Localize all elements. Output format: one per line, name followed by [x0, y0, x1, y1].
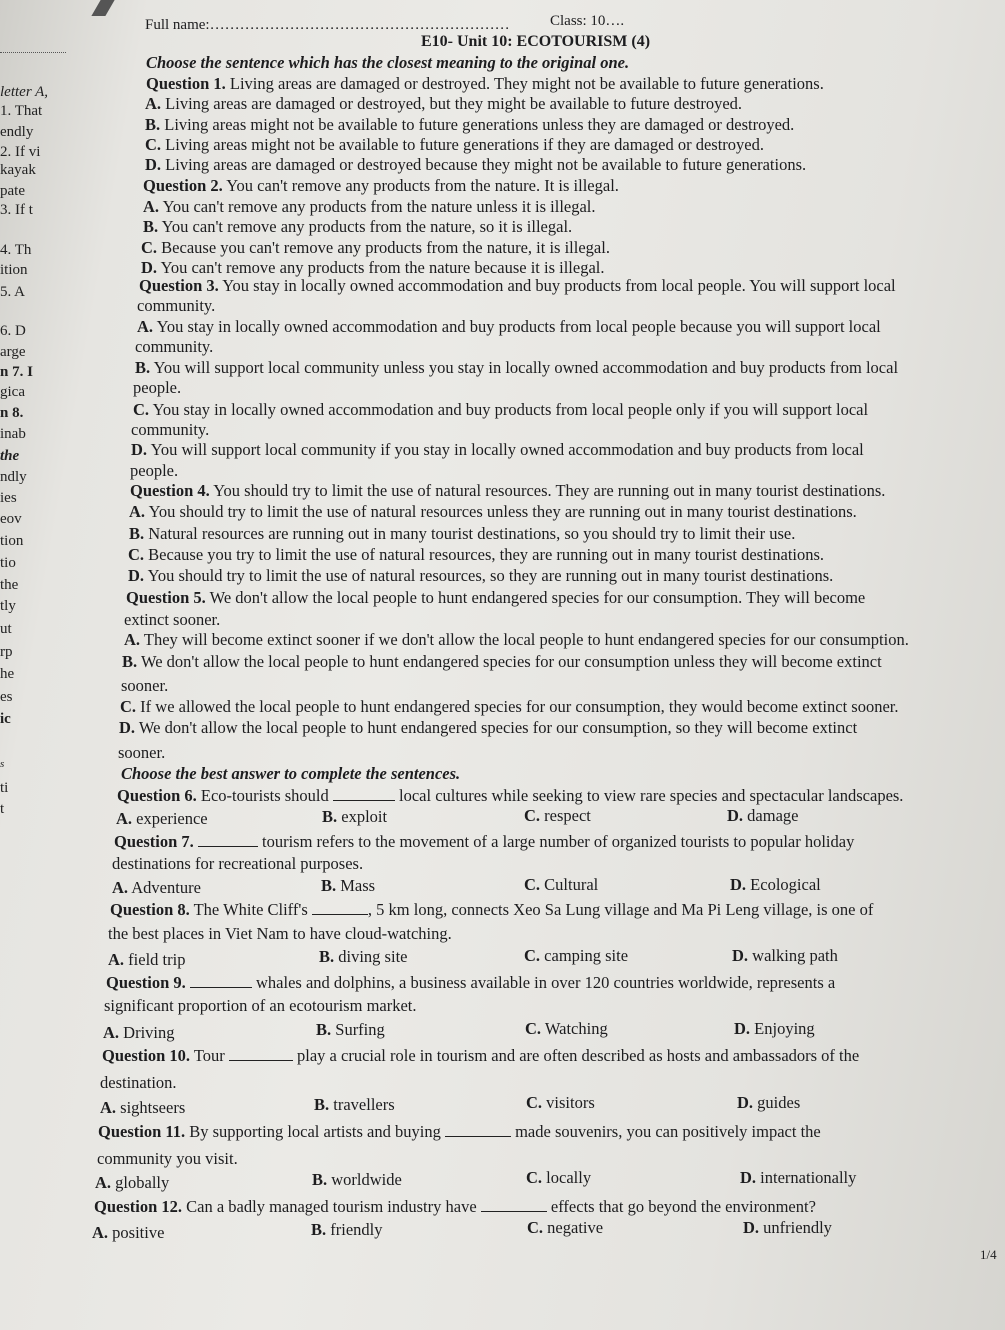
q7-option-b[interactable]: B. Mass	[321, 876, 376, 895]
q5-option-b[interactable]: B. We don't allow the local people to hunt endangered species for our consumption unless they will become extinct	[122, 652, 882, 671]
q12-option-a[interactable]: A. positive	[92, 1223, 165, 1242]
question-8: Question 8. The White Cliff's , 5 km long, connects Xeo Sa Lung village and Ma Pi Leng village, is one of	[110, 900, 874, 919]
q6-option-c[interactable]: C. respect	[524, 806, 591, 825]
q9-option-b[interactable]: B. Surfing	[316, 1020, 385, 1039]
question-8-cont: the best places in Viet Nam to have cloud-watching.	[108, 924, 452, 943]
answer-blank[interactable]	[445, 1122, 511, 1137]
margin-fragment: ti	[0, 780, 9, 796]
question-5: Question 5. We don't allow the local people to hunt endangered species for our consumption. They will become	[126, 588, 866, 607]
margin-fragment: endly	[0, 124, 34, 140]
section2-instruction: Choose the best answer to complete the sentences.	[121, 764, 461, 783]
q11-option-d[interactable]: D. internationally	[740, 1168, 857, 1187]
question-7-cont: destinations for recreational purposes.	[112, 854, 364, 873]
q5-option-d[interactable]: D. We don't allow the local people to hunt endangered species for our consumption, so they will become extinct	[119, 718, 858, 737]
margin-fragment: ndly	[0, 469, 27, 485]
question-2: Question 2. You can't remove any products from the nature. It is illegal.	[143, 176, 619, 195]
margin-fragment: ic	[0, 711, 11, 727]
margin-fragment: he	[0, 666, 15, 682]
q2-option-a[interactable]: A. You can't remove any products from the nature unless it is illegal.	[143, 197, 596, 216]
margin-fragment: letter A,	[0, 84, 49, 100]
left-margin-fragments	[0, 0, 50, 1330]
question-9-cont: significant proportion of an ecotourism market.	[104, 996, 417, 1015]
q8-option-d[interactable]: D. walking path	[732, 946, 838, 965]
question-10: Question 10. Tour play a crucial role in tourism and are often described as hosts and ambassadors of the	[102, 1046, 860, 1065]
q4-option-c[interactable]: C. Because you try to limit the use of natural resources, they are running out in many tourist destinations.	[128, 545, 825, 564]
q4-option-d[interactable]: D. You should try to limit the use of natural resources, so they are running out in many tourist destinations.	[128, 566, 834, 585]
worksheet-title: E10- Unit 10: ECOTOURISM (4)	[421, 33, 651, 50]
margin-fragment: 3. If t	[0, 202, 33, 218]
q2-option-d[interactable]: D. You can't remove any products from the nature because it is illegal.	[141, 258, 605, 277]
q8-option-b[interactable]: B. diving site	[319, 947, 408, 966]
q7-option-d[interactable]: D. Ecological	[730, 875, 821, 894]
q5-option-a[interactable]: A. They will become extinct sooner if we don't allow the local people to hunt endangered species for our consumption.	[124, 630, 909, 649]
pen-tip	[91, 0, 114, 16]
margin-fragment: the	[0, 577, 19, 593]
margin-fragment: ies	[0, 490, 17, 506]
q1-option-c[interactable]: C. Living areas might not be available to future generations if they are damaged or destroyed.	[145, 135, 764, 154]
q10-option-b[interactable]: B. travellers	[314, 1095, 395, 1114]
q5-option-c[interactable]: C. If we allowed the local people to hunt endangered species for our consumption, they would become extinct sooner.	[120, 697, 899, 716]
question-3: Question 3. You stay in locally owned accommodation and buy products from local people. You will support local	[139, 276, 896, 295]
q12-option-d[interactable]: D. unfriendly	[743, 1218, 832, 1237]
question-5-cont: extinct sooner.	[124, 610, 221, 629]
question-9: Question 9. whales and dolphins, a business available in over 120 countries worldwide, represents a	[106, 973, 836, 992]
q11-option-a[interactable]: A. globally	[95, 1173, 170, 1192]
margin-fragment: n 8.	[0, 405, 24, 421]
margin-fragment: tio	[0, 555, 16, 571]
q11-option-b[interactable]: B. worldwide	[312, 1170, 402, 1189]
q2-option-b[interactable]: B. You can't remove any products from the nature, so it is illegal.	[143, 217, 573, 236]
margin-fragment: 5. A	[0, 284, 26, 300]
q3-option-d[interactable]: D. You will support local community if you stay in locally owned accommodation and buy products from local	[131, 440, 864, 459]
class-label: Class: 10….	[550, 13, 625, 29]
q10-option-a[interactable]: A. sightseers	[100, 1098, 186, 1117]
q6-option-a[interactable]: A. experience	[116, 809, 208, 828]
q8-option-c[interactable]: C. camping site	[524, 946, 629, 965]
q6-option-b[interactable]: B. exploit	[322, 807, 388, 826]
q6-option-d[interactable]: D. damage	[727, 806, 799, 825]
question-12: Question 12. Can a badly managed tourism industry have effects that go beyond the environment?	[94, 1197, 816, 1216]
margin-fragment: 2. If vi	[0, 144, 41, 160]
margin-fragment: t	[0, 801, 5, 817]
question-4: Question 4. You should try to limit the use of natural resources. They are running out in many tourist destinations.	[130, 481, 886, 500]
question-7: Question 7. tourism refers to the movement of a large number of organized tourists to popular holiday	[114, 832, 855, 851]
answer-blank[interactable]	[333, 786, 395, 801]
q1-option-a[interactable]: A. Living areas are damaged or destroyed, but they might be available to future destroyed.	[145, 94, 743, 113]
q7-option-c[interactable]: C. Cultural	[524, 875, 599, 894]
margin-fragment: inab	[0, 426, 26, 442]
q1-option-b[interactable]: B. Living areas might not be available to future generations unless they are damaged or destroyed.	[145, 115, 795, 134]
q10-option-c[interactable]: C. visitors	[526, 1093, 595, 1112]
margin-fragment: tion	[0, 533, 24, 549]
margin-fragment: eov	[0, 511, 22, 527]
margin-fragment: 4. Th	[0, 242, 32, 258]
answer-blank[interactable]	[229, 1046, 293, 1061]
question-10-cont: destination.	[100, 1073, 177, 1092]
q9-option-a[interactable]: A. Driving	[103, 1023, 175, 1042]
q3-option-c[interactable]: C. You stay in locally owned accommodation and buy products from local people only if you will support local	[133, 400, 869, 419]
q1-option-d[interactable]: D. Living areas are damaged or destroyed because they might not be available to future generations.	[145, 155, 807, 174]
q9-option-c[interactable]: C. Watching	[525, 1019, 608, 1038]
question-6: Question 6. Eco-tourists should local cultures while seeking to view rare species and spectacular landscapes.	[117, 786, 904, 805]
q3-option-b-cont: people.	[133, 378, 182, 397]
page-number: 1/4	[980, 1247, 997, 1262]
question-1: Question 1. Living areas are damaged or destroyed. They might not be available to future generations.	[146, 74, 824, 93]
margin-fragment: 6. D	[0, 323, 26, 339]
question-11: Question 11. By supporting local artists and buying made souvenirs, you can positively impact the	[98, 1122, 821, 1141]
margin-fragment: pate	[0, 183, 25, 199]
answer-blank[interactable]	[312, 900, 368, 915]
margin-fragment: n 7. I	[0, 364, 33, 380]
q9-option-d[interactable]: D. Enjoying	[734, 1019, 815, 1038]
answer-blank[interactable]	[198, 832, 258, 847]
question-11-cont: community you visit.	[97, 1149, 238, 1168]
margin-fragment: kayak	[0, 162, 36, 178]
margin-fragment: rp	[0, 644, 13, 660]
q8-option-a[interactable]: A. field trip	[108, 950, 186, 969]
answer-blank[interactable]	[481, 1197, 547, 1212]
answer-blank[interactable]	[190, 973, 252, 988]
q3-option-a-cont: community.	[135, 337, 214, 356]
margin-fragment: tly	[0, 598, 16, 614]
q10-option-d[interactable]: D. guides	[737, 1093, 801, 1112]
margin-fragment: arge	[0, 344, 26, 360]
q3-option-d-cont: people.	[130, 461, 179, 480]
q3-option-b[interactable]: B. You will support local community unless you stay in locally owned accommodation and buy products from local	[135, 358, 899, 377]
margin-fragment: the	[0, 448, 20, 464]
q11-option-c[interactable]: C. locally	[526, 1168, 592, 1187]
q2-option-c[interactable]: C. Because you can't remove any products from the nature, it is illegal.	[141, 238, 610, 257]
q5-option-d-cont: sooner.	[118, 743, 166, 762]
margin-fragment: 1. That	[0, 103, 43, 119]
q12-option-b[interactable]: B. friendly	[311, 1220, 383, 1239]
section1-instruction: Choose the sentence which has the closest meaning to the original one.	[146, 53, 630, 72]
q7-option-a[interactable]: A. Adventure	[112, 878, 201, 897]
margin-fragment: gica	[0, 384, 25, 400]
q12-option-c[interactable]: C. negative	[527, 1218, 604, 1237]
q4-option-b[interactable]: B. Natural resources are running out in many tourist destinations, so you should try to limit their use.	[129, 524, 796, 543]
q5-option-b-cont: sooner.	[121, 676, 169, 695]
margin-fragment: ut	[0, 621, 12, 637]
full-name-label: Full name:……………………………………………………	[145, 17, 510, 33]
q4-option-a[interactable]: A. You should try to limit the use of natural resources unless they are running out in many tourist destinations.	[129, 502, 857, 521]
margin-fragment: es	[0, 689, 13, 705]
q3-option-c-cont: community.	[131, 420, 210, 439]
margin-fragment: ition	[0, 262, 28, 278]
question-3-cont: community.	[137, 296, 216, 315]
margin-fragment: s	[0, 758, 5, 770]
q3-option-a[interactable]: A. You stay in locally owned accommodation and buy products from local people because you will support local	[137, 317, 881, 336]
